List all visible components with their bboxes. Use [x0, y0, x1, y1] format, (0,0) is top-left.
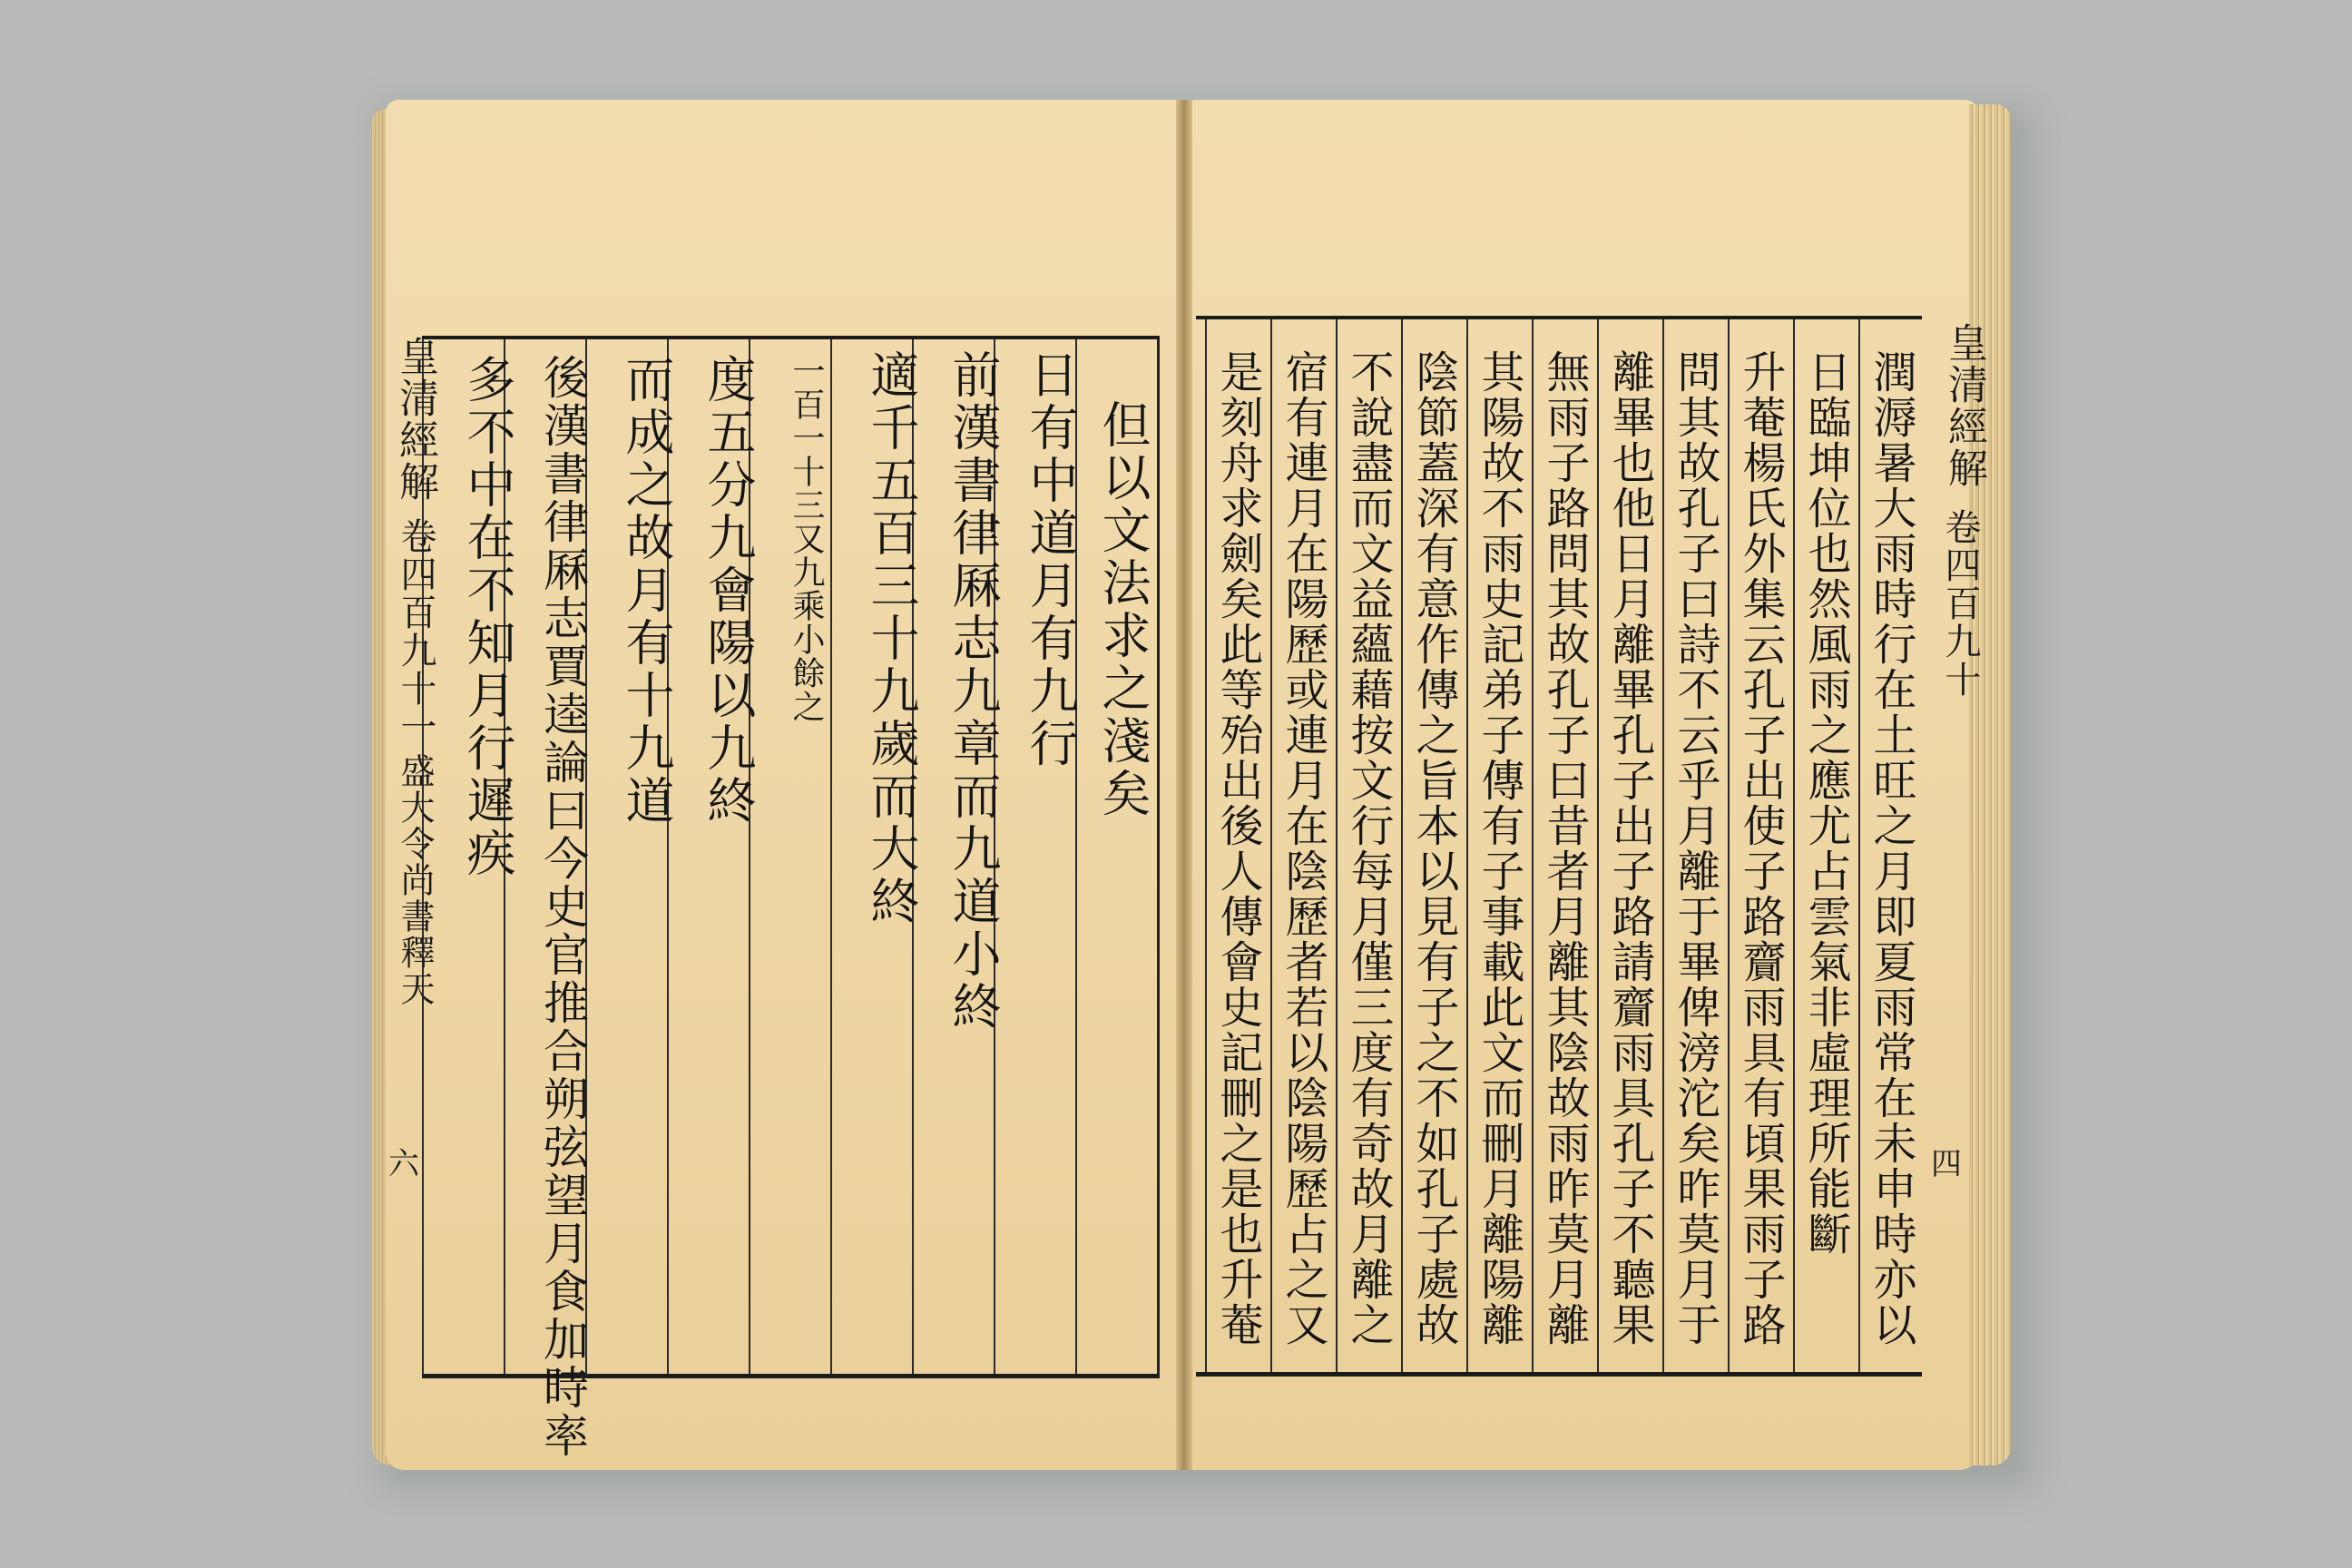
left-margin-title: 皇清經解 [392, 336, 438, 503]
text-column: 但以文法求之淺矣 [1094, 399, 1152, 820]
text-column: 潤溽暑大雨時行在土旺之月即夏雨常在未申時亦以 [1866, 349, 1916, 1348]
text-column: 不說盡而文益蘊藉按文行每月僅三度有奇故月離之 [1343, 349, 1394, 1348]
text-column: 度五分九會陽以九終 [700, 354, 757, 828]
text-column: 一百一十三又九乘小餘之 [788, 354, 825, 723]
text-column: 適千五百三十九歲而大終 [863, 349, 920, 928]
right-page-number: 四 [1931, 1146, 1962, 1182]
text-column: 問其故孔子曰詩不云乎月離于畢俾滂沱矣昨莫月于 [1670, 349, 1720, 1348]
left-page-number: 六 [388, 1146, 419, 1182]
text-column: 離畢也他日月離畢孔子出子路請齎雨具孔子不聽果 [1604, 349, 1655, 1348]
text-column: 而成之故月有十九道 [618, 354, 675, 828]
text-column: 日有中道月有九行 [1022, 349, 1079, 770]
text-column: 宿有連月在陽歷或連月在陰歷者若以陰陽歷占之又 [1278, 349, 1328, 1348]
book-gutter [1176, 100, 1192, 1470]
text-column: 無雨子路問其故孔子曰昔者月離其陰故雨昨莫月離 [1539, 349, 1590, 1348]
left-margin-series: 盛大令尚書釋天 [395, 753, 435, 1007]
text-column: 前漢書律厤志九章而九道小終 [945, 349, 1002, 1034]
text-column: 後漢書律厤志賈逵論曰今史官推合朔弦望月食加時率 [536, 354, 589, 1460]
right-margin-title: 皇清經解 [1941, 322, 1987, 489]
left-margin-volume: 卷四百九十一 [395, 517, 436, 746]
text-column: 多不中在不知月行遲疾 [459, 354, 516, 880]
right-page-edges [1969, 104, 2011, 1465]
text-column: 其陽故不雨史記弟子傳有子事載此文而刪月離陽離 [1474, 349, 1524, 1348]
right-margin-volume: 卷四百九十 [1939, 508, 1981, 699]
text-column: 升菴楊氏外集云孔子出使子路齎雨具有頃果雨子路 [1735, 349, 1786, 1348]
text-column: 是刻舟求劍矣此等殆出後人傳會史記刪之是也升菴 [1212, 349, 1263, 1348]
text-column: 陰節蓋深有意作傳之旨本以見有子之不如孔子處故 [1408, 349, 1459, 1348]
text-column: 日臨坤位也然風雨之應尤占雲氣非虛理所能斷 [1800, 349, 1851, 1257]
